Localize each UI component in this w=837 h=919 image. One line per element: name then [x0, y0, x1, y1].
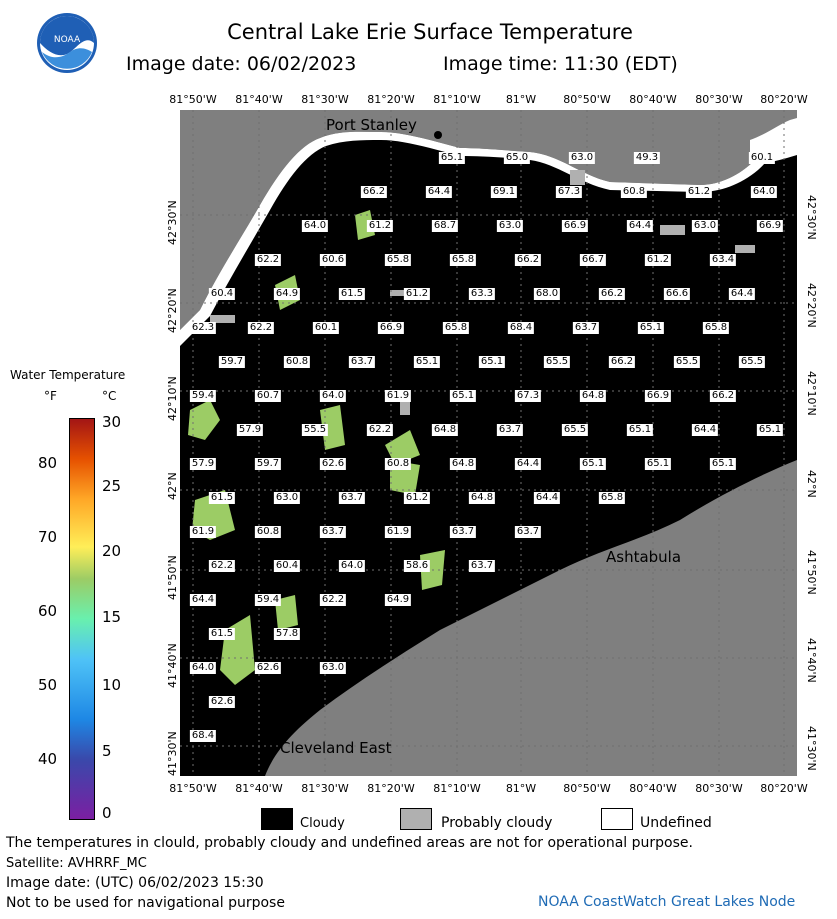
lat-label: 42°30'N: [166, 200, 179, 245]
key-undefined-label: Undefined: [640, 815, 712, 831]
temperature-label: 64.0: [303, 220, 327, 231]
temperature-label: 64.9: [275, 288, 299, 299]
temperature-label: 60.4: [210, 288, 234, 299]
satellite: Satellite: AVHRRF_MC: [6, 856, 147, 871]
temperature-label: 64.8: [433, 424, 457, 435]
temperature-label: 62.6: [210, 696, 234, 707]
c-tick: 25: [102, 477, 122, 495]
temperature-label: 66.2: [516, 254, 540, 265]
logo-text: NOAA: [53, 35, 81, 45]
temperature-label: 64.4: [693, 424, 717, 435]
temperature-label: 65.8: [444, 322, 468, 333]
place-ashtabula: Ashtabula: [606, 548, 682, 566]
lon-label: 81°20'W: [367, 93, 415, 106]
temperature-label: 61.2: [405, 288, 429, 299]
temperature-label: 61.5: [210, 628, 234, 639]
temperature-label: 65.1: [581, 458, 605, 469]
place-port-stanley: Port Stanley: [326, 116, 417, 134]
temperature-label: 64.8: [451, 458, 475, 469]
temperature-label: 64.4: [730, 288, 754, 299]
temperature-label: 61.9: [386, 390, 410, 401]
temperature-label: 65.1: [628, 424, 652, 435]
temperature-label: 66.2: [362, 186, 386, 197]
temperature-label: 64.9: [386, 594, 410, 605]
lon-label: 80°20'W: [760, 93, 808, 106]
temperature-label: 60.6: [321, 254, 345, 265]
temperature-label: 57.9: [238, 424, 262, 435]
temperature-label: 60.8: [285, 356, 309, 367]
c-tick: 15: [102, 608, 122, 626]
c-tick: 0: [102, 804, 112, 822]
temperature-label: 61.9: [386, 526, 410, 537]
temperature-label: 62.2: [249, 322, 273, 333]
temperature-label: 59.7: [256, 458, 280, 469]
temperature-label: 63.0: [321, 662, 345, 673]
temperature-label: 57.9: [191, 458, 215, 469]
temperature-label: 61.5: [210, 492, 234, 503]
lon-label: 80°30'W: [695, 782, 743, 795]
unit-fahrenheit: °F: [44, 389, 57, 403]
place-cleveland-east: Cleveland East: [280, 739, 392, 757]
temperature-label: 65.1: [440, 152, 464, 163]
temperature-label: 67.3: [557, 186, 581, 197]
temperature-label: 63.3: [470, 288, 494, 299]
temperature-label: 65.8: [704, 322, 728, 333]
temperature-label: 66.7: [581, 254, 605, 265]
temperature-label: 68.7: [433, 220, 457, 231]
temperature-label: 61.5: [340, 288, 364, 299]
temperature-label: 59.4: [191, 390, 215, 401]
key-undefined-swatch: [601, 808, 633, 830]
c-tick: 5: [102, 742, 112, 760]
temperature-label: 63.4: [711, 254, 735, 265]
temperature-label: 64.4: [191, 594, 215, 605]
temperature-label: 57.8: [275, 628, 299, 639]
temperature-label: 63.7: [470, 560, 494, 571]
temperature-label: 65.1: [415, 356, 439, 367]
lon-label: 81°10'W: [433, 782, 481, 795]
temperature-label: 55.5: [303, 424, 327, 435]
temperature-label: 67.3: [516, 390, 540, 401]
nav-warning: Not to be used for navigational purpose: [6, 895, 285, 911]
temperature-label: 61.2: [368, 220, 392, 231]
temperature-label: 60.8: [622, 186, 646, 197]
temperature-label: 64.8: [470, 492, 494, 503]
lon-label: 80°50'W: [563, 93, 611, 106]
temperature-label: 66.9: [563, 220, 587, 231]
temperature-label: 68.4: [509, 322, 533, 333]
temperature-label: 60.1: [314, 322, 338, 333]
temperature-label: 65.5: [545, 356, 569, 367]
temperature-label: 65.1: [451, 390, 475, 401]
temperature-label: 65.5: [563, 424, 587, 435]
temperature-label: 65.8: [451, 254, 475, 265]
temperature-label: 66.2: [610, 356, 634, 367]
temperature-label: 65.5: [740, 356, 764, 367]
key-probably-cloudy-label: Probably cloudy: [441, 815, 553, 831]
temperature-label: 60.1: [750, 152, 774, 163]
lon-label: 81°W: [505, 93, 537, 106]
temperature-label: 64.0: [321, 390, 345, 401]
temperature-label: 59.4: [256, 594, 280, 605]
temperature-label: 59.7: [220, 356, 244, 367]
disclaimer: The temperatures in clould, probably cloudy and undefined areas are not for operational purpose.: [6, 835, 693, 851]
key-cloudy-label: Cloudy: [300, 816, 345, 831]
f-tick: 60: [38, 602, 58, 620]
coastwatch-node: NOAA CoastWatch Great Lakes Node: [538, 894, 796, 910]
lat-label: 41°50'N: [166, 555, 179, 600]
temperature-label: 64.4: [516, 458, 540, 469]
temperature-label: 64.0: [340, 560, 364, 571]
temperature-label: 64.4: [427, 186, 451, 197]
temperature-map: [180, 110, 797, 776]
c-tick: 10: [102, 676, 122, 694]
temperature-label: 63.0: [275, 492, 299, 503]
temperature-label: 64.4: [535, 492, 559, 503]
temperature-label: 61.9: [191, 526, 215, 537]
lon-label: 81°40'W: [235, 782, 283, 795]
temperature-label: 62.2: [256, 254, 280, 265]
temperature-label: 63.7: [350, 356, 374, 367]
lon-label: 81°50'W: [169, 93, 217, 106]
temperature-label: 66.9: [758, 220, 782, 231]
temperature-label: 63.7: [321, 526, 345, 537]
temperature-label: 65.8: [386, 254, 410, 265]
temperature-label: 66.2: [711, 390, 735, 401]
temperature-label: 63.7: [340, 492, 364, 503]
lat-label: 41°30'N: [166, 731, 179, 776]
lon-label: 80°40'W: [629, 782, 677, 795]
lat-label: 41°30'N: [805, 726, 818, 771]
temperature-label: 65.1: [480, 356, 504, 367]
lon-label: 80°20'W: [760, 782, 808, 795]
lon-label: 81°40'W: [235, 93, 283, 106]
temperature-label: 64.8: [581, 390, 605, 401]
lat-label: 41°50'N: [805, 550, 818, 595]
temperature-label: 49.3: [635, 152, 659, 163]
temperature-label: 60.8: [256, 526, 280, 537]
temperature-label: 65.1: [758, 424, 782, 435]
lat-label: 42°20'N: [805, 283, 818, 328]
temperature-label: 62.6: [256, 662, 280, 673]
land-usa: [265, 460, 797, 776]
f-tick: 50: [38, 676, 58, 694]
lon-label: 81°30'W: [301, 93, 349, 106]
lat-label: 42°10'N: [166, 376, 179, 421]
key-cloudy-swatch: [261, 808, 293, 830]
temperature-label: 63.7: [574, 322, 598, 333]
image-time: Image time: 11:30 (EDT): [443, 53, 678, 75]
temperature-label: 60.7: [256, 390, 280, 401]
temperature-label: 65.1: [646, 458, 670, 469]
temperature-label: 60.4: [275, 560, 299, 571]
utc-date: Image date: (UTC) 06/02/2023 15:30: [6, 875, 264, 891]
temperature-label: 66.9: [646, 390, 670, 401]
temperature-label: 62.2: [321, 594, 345, 605]
f-tick: 70: [38, 528, 58, 546]
noaa-logo: [36, 12, 98, 74]
temperature-label: 61.2: [646, 254, 670, 265]
temperature-label: 68.0: [535, 288, 559, 299]
image-date: Image date: 06/02/2023: [126, 53, 357, 75]
f-tick: 80: [38, 454, 58, 472]
temperature-label: 61.2: [687, 186, 711, 197]
temperature-label: 62.3: [191, 322, 215, 333]
temperature-label: 62.2: [368, 424, 392, 435]
lon-label: 81°10'W: [433, 93, 481, 106]
lon-label: 81°50'W: [169, 782, 217, 795]
temperature-label: 65.0: [505, 152, 529, 163]
temperature-label: 65.5: [675, 356, 699, 367]
temperature-label: 62.6: [321, 458, 345, 469]
lon-label: 80°50'W: [563, 782, 611, 795]
temperature-label: 69.1: [492, 186, 516, 197]
lat-label: 41°40'N: [166, 643, 179, 688]
temperature-label: 64.0: [752, 186, 776, 197]
port-stanley-marker: [434, 131, 442, 139]
temperature-label: 63.7: [516, 526, 540, 537]
temperature-label: 63.0: [570, 152, 594, 163]
temperature-label: 58.6: [405, 560, 429, 571]
c-tick: 20: [102, 542, 122, 560]
c-tick: 30: [102, 413, 122, 431]
lon-label: 81°W: [505, 782, 537, 795]
lon-label: 80°40'W: [629, 93, 677, 106]
key-probably-cloudy-swatch: [400, 808, 432, 830]
temperature-label: 61.2: [405, 492, 429, 503]
temperature-label: 65.1: [639, 322, 663, 333]
temperature-label: 63.7: [498, 424, 522, 435]
unit-celsius: °C: [102, 389, 117, 403]
temperature-label: 60.8: [386, 458, 410, 469]
temperature-label: 63.0: [498, 220, 522, 231]
lat-label: 42°30'N: [805, 195, 818, 240]
color-bar: [69, 418, 95, 820]
legend-title: Water Temperature: [10, 368, 126, 382]
temperature-label: 63.0: [693, 220, 717, 231]
lon-label: 81°30'W: [301, 782, 349, 795]
temperature-label: 68.4: [191, 730, 215, 741]
temperature-label: 63.7: [451, 526, 475, 537]
lon-label: 81°20'W: [367, 782, 415, 795]
lat-label: 41°40'N: [805, 638, 818, 683]
temperature-label: 64.0: [191, 662, 215, 673]
lat-label: 42°10'N: [805, 371, 818, 416]
temperature-label: 64.4: [628, 220, 652, 231]
temperature-label: 65.8: [600, 492, 624, 503]
temperature-label: 66.6: [665, 288, 689, 299]
map-title: Central Lake Erie Surface Temperature: [227, 20, 633, 44]
lon-label: 80°30'W: [695, 93, 743, 106]
lat-label: 42°N: [166, 472, 179, 500]
temperature-label: 65.1: [711, 458, 735, 469]
lat-label: 42°20'N: [166, 288, 179, 333]
temperature-label: 62.2: [210, 560, 234, 571]
f-tick: 40: [38, 750, 58, 768]
temperature-label: 66.9: [379, 322, 403, 333]
temperature-label: 66.2: [600, 288, 624, 299]
lat-label: 42°N: [805, 470, 818, 498]
